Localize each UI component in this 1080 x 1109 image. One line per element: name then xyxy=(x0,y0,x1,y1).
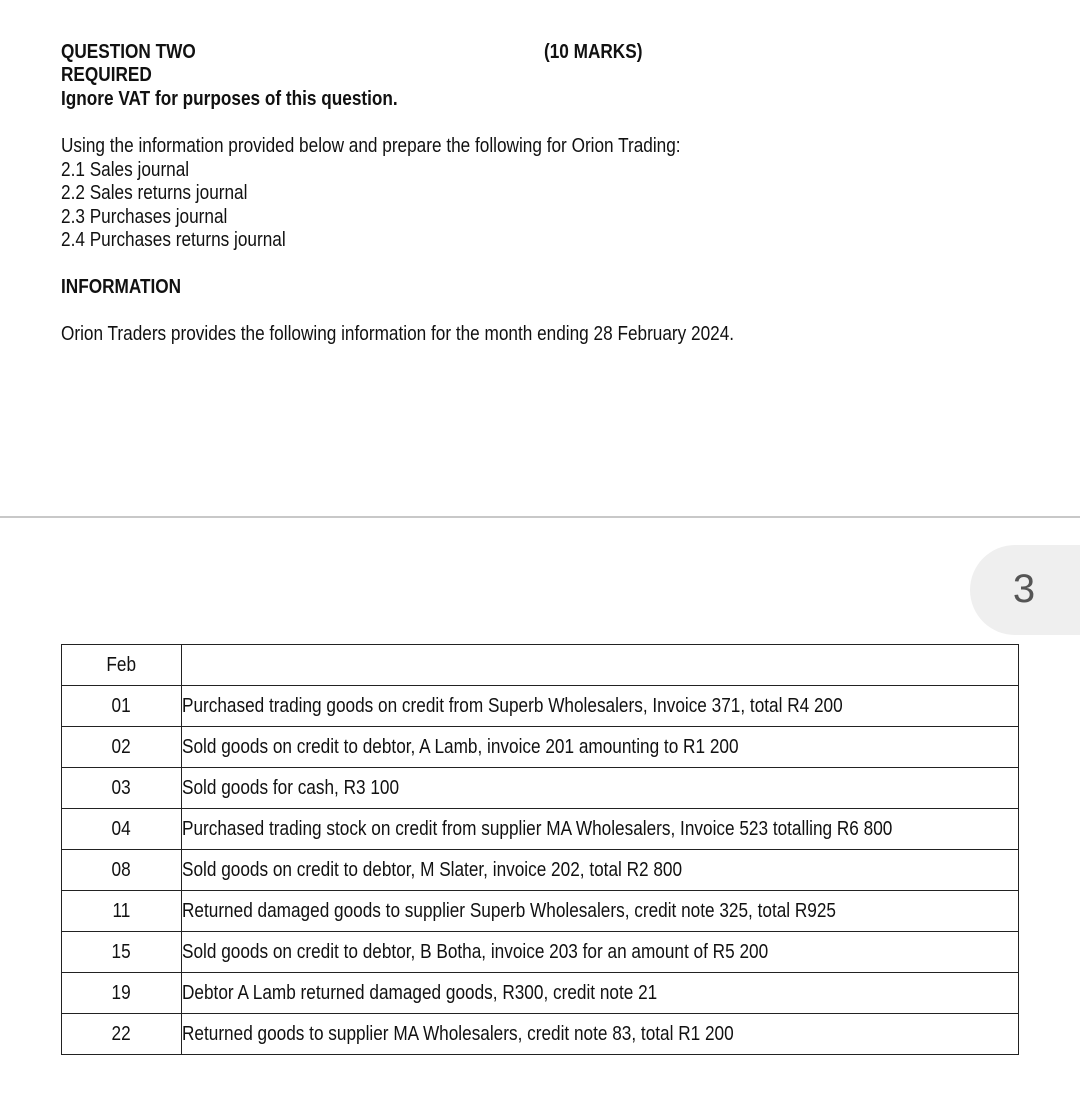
question-title: QUESTION TWO xyxy=(61,41,196,63)
page-divider xyxy=(0,516,1080,518)
table-row xyxy=(62,727,1019,768)
table-row xyxy=(62,850,1019,891)
row-date: 22 xyxy=(62,1014,182,1055)
row-date: 04 xyxy=(62,809,182,850)
table-row xyxy=(62,932,1019,973)
transactions-table xyxy=(61,644,1019,1055)
row-date: 19 xyxy=(62,973,182,1014)
instruction-item: 2.2 Sales returns journal xyxy=(61,182,248,204)
row-date: 02 xyxy=(62,727,182,768)
instruction-item: 2.3 Purchases journal xyxy=(61,206,228,228)
row-description: Debtor A Lamb returned damaged goods, R300, credit note 21 xyxy=(182,973,1019,1014)
row-description: Sold goods on credit to debtor, A Lamb, invoice 201 amounting to R1 200 xyxy=(182,727,1019,768)
row-description: Returned goods to supplier MA Wholesalers, credit note 83, total R1 200 xyxy=(182,1014,1019,1055)
table-row xyxy=(62,686,1019,727)
table-row xyxy=(62,809,1019,850)
table-row xyxy=(62,768,1019,809)
information-heading: INFORMATION xyxy=(61,276,182,298)
table-header-row xyxy=(62,645,1019,686)
row-date: 11 xyxy=(62,891,182,932)
page-number: 3 xyxy=(1012,567,1036,611)
instruction-item: 2.4 Purchases returns journal xyxy=(61,229,286,251)
row-description: Sold goods on credit to debtor, M Slater, invoice 202, total R2 800 xyxy=(182,850,1019,891)
row-description: Purchased trading stock on credit from supplier MA Wholesalers, Invoice 523 totalling R6 800 xyxy=(182,809,1019,850)
row-description: Purchased trading goods on credit from Superb Wholesalers, Invoice 371, total R4 200 xyxy=(182,686,1019,727)
marks-label: (10 MARKS) xyxy=(544,41,643,63)
row-date: 01 xyxy=(62,686,182,727)
row-date: 03 xyxy=(62,768,182,809)
instruction-item: 2.1 Sales journal xyxy=(61,159,190,181)
row-description: Sold goods on credit to debtor, B Botha, invoice 203 for an amount of R5 200 xyxy=(182,932,1019,973)
vat-note: Ignore VAT for purposes of this question. xyxy=(61,88,398,110)
table-row xyxy=(62,891,1019,932)
row-date: 08 xyxy=(62,850,182,891)
required-heading: REQUIRED xyxy=(61,64,152,86)
table-row xyxy=(62,973,1019,1014)
information-intro: Orion Traders provides the following information for the month ending 28 February 2024. xyxy=(61,323,735,345)
instructions-intro: Using the information provided below and prepare the following for Orion Trading: xyxy=(61,135,681,157)
row-description: Sold goods for cash, R3 100 xyxy=(182,768,1019,809)
table-row xyxy=(62,1014,1019,1055)
row-date: 15 xyxy=(62,932,182,973)
header-month-cell: Feb xyxy=(62,645,182,686)
header-description-cell xyxy=(182,645,1019,686)
row-description: Returned damaged goods to supplier Superb Wholesalers, credit note 325, total R925 xyxy=(182,891,1019,932)
